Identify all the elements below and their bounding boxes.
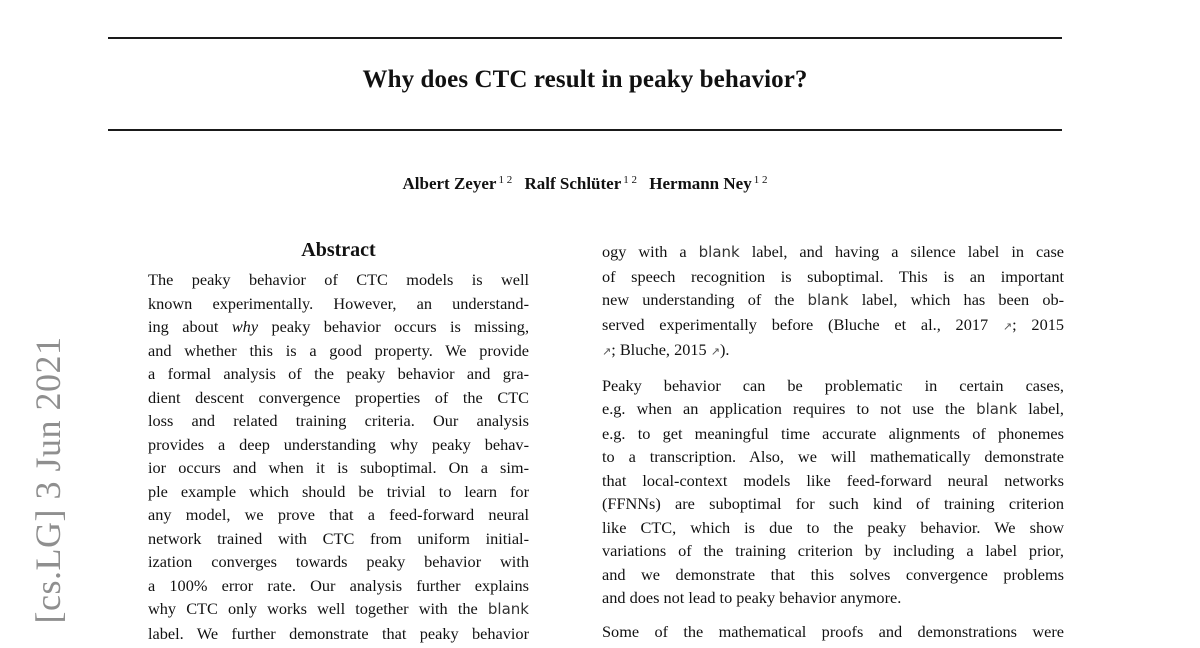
intro-paragraph-3: Some of the mathematical proofs and demonstrations were — [602, 621, 1064, 641]
intro-column — [602, 240, 1064, 643]
affiliation-mark: 1 2 — [498, 174, 513, 186]
intro-paragraph-1: ogy with a blank label, and having a silence label in case of speech recognition is suboptimal. This is an important new understanding of the blank label, which has been ob- served experimentally before (Bluche et al., 2017 ↗; 2015 ↗; Bluche, 2015 ↗). — [602, 242, 1065, 359]
blank-label-term: blank — [487, 600, 529, 618]
abstract-text: The peaky behavior of CTC models is well known experimentally. However, an understand- ing about why peaky behavior occurs is missing, and whether this is a good property. We provide a formal analysis of the peaky behavior and gra- dient descent convergence properties of the CTC loss and related training criteria. Our analysis provides a deep understanding why peaky behav- ior occurs and when it is suboptimal. On a sim- ple example which should be trivial to learn for any model, we prove that a feed-forward neural network trained with CTC from uniform initial- ization converges towards peaky behavior with a 100% error rate. Our analysis further explains why CTC only works well together with the blank label. We further demonstrate that peaky behavior — [148, 270, 530, 643]
title-rule-bottom — [108, 129, 1062, 131]
paper-title: Why does CTC result in peaky behavior? — [362, 66, 808, 93]
author-ney: Hermann Ney $^{1 2}$ — [649, 174, 768, 193]
abstract-column — [148, 236, 529, 645]
blank-label-term: blank — [976, 400, 1018, 418]
emphasis-why: why — [231, 317, 259, 336]
author-zeyer: Albert Zeyer $^{1 2}$ — [402, 174, 513, 193]
arxiv-stamp: [cs.LG] 3 Jun 2021 — [28, 336, 68, 624]
blank-label-term: blank — [807, 291, 849, 309]
affiliation-mark: 1 2 — [753, 174, 768, 186]
external-link-icon[interactable]: ↗ — [602, 345, 612, 358]
author-schlueter: Ralf Schlüter $^{1 2}$ — [524, 174, 637, 193]
external-link-icon[interactable]: ↗ — [1002, 319, 1013, 333]
author-list — [108, 174, 1062, 194]
title-rule-top — [108, 37, 1062, 39]
abstract-heading: Abstract — [301, 239, 376, 261]
affiliation-mark: 1 2 — [623, 174, 637, 186]
intro-paragraph-2: Peaky behavior can be problematic in certain cases, e.g. when an application requires to not use the blank label, e.g. to get meaningful time accurate alignments of phonemes to a transcription. Also, we will mathematically demonstrate that local-context models like feed-forward neural networks (FFNNs) are suboptimal for such kind of training criterion like CTC, which is due to the peaky behavior. We show variations of the training criterion by including a label prior, and we demonstrate that this solves convergence problems and does not lead to peaky behavior anymore. — [602, 375, 1064, 607]
blank-label-term: blank — [698, 243, 740, 261]
external-link-icon[interactable]: ↗ — [710, 345, 720, 358]
